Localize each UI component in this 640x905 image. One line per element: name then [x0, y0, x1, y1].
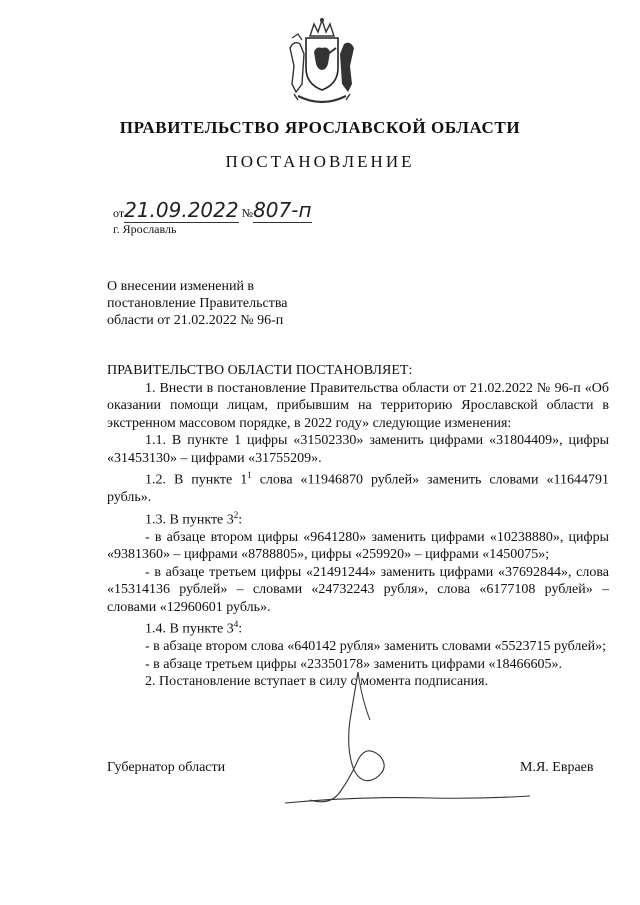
text-span: 1.4. В пункте 3	[145, 621, 234, 637]
handwritten-number: 807-п	[253, 198, 312, 222]
signatory-name: М.Я. Евраев	[520, 760, 594, 775]
date-prefix: от	[113, 206, 125, 220]
text-span: 1.3. В пункте 3	[145, 512, 234, 528]
paragraph-1-1: 1.1. В пункте 1 цифры «31502330» заменить цифрами «31804409», цифры «31453130» – цифрами «31755209».	[107, 433, 609, 466]
document-subject	[107, 278, 347, 329]
paragraph-2: 2. Постановление вступает в силу с момента подписания.	[145, 674, 489, 690]
text-span: 1.2. В пункте 1	[145, 472, 248, 488]
paragraph-1-4-item: - в абзаце втором слова «640142 рубля» заменить словами «5523715 рублей»;	[145, 639, 607, 655]
signature-icon	[280, 660, 540, 810]
subject-line: постановление Правительства	[107, 296, 288, 311]
superscript: 2	[233, 509, 239, 520]
superscript: 1	[247, 470, 252, 480]
paragraph-1-3	[107, 507, 609, 529]
government-title: ПРАВИТЕЛЬСТВО ЯРОСЛАВСКОЙ ОБЛАСТИ	[119, 118, 521, 137]
paragraph-1: 1. Внести в постановление Правительства области от 21.02.2022 № 96-п «Об оказании помощи лицам, прибывшим на территорию Ярославской области в экстренном массовом порядке, в 2022 году» следующие изменения:	[107, 380, 609, 431]
superscript: 4	[233, 619, 239, 630]
subject-line: области от 21.02.2022 № 96-п	[107, 313, 284, 328]
paragraph-1-3-item: - в абзаце третьем цифры «21491244» заменить цифрами «37692844», слова «15314136 рублей» – словами «24732243 рубля», слова «6177108 рублей» – словами «12960601 рубль».	[107, 564, 609, 615]
handwritten-date: 21.09.2022	[124, 198, 239, 222]
signatory-position: Губернатор области	[107, 760, 226, 775]
paragraph-1-2	[107, 467, 609, 507]
text-span: слова «11946870 рублей» заменить словами «11644791 рубль».	[107, 472, 609, 506]
document-type: ПОСТАНОВЛЕНИЕ	[225, 152, 415, 171]
text-span: :	[238, 621, 243, 637]
document-body	[107, 362, 609, 691]
paragraph-1-3-item: - в абзаце втором цифры «9641280» заменить цифрами «10238880», цифры «9381360» – цифрами «8788805», цифры «259920» – цифрами «1450075»;	[107, 529, 609, 563]
paragraph-1-4-item: - в абзаце третьем цифры «23350178» заменить цифрами «18466605».	[145, 656, 563, 672]
date-number-line	[113, 198, 312, 223]
paragraph-1-4	[107, 616, 609, 638]
coat-of-arms-icon	[284, 14, 360, 110]
number-prefix: №	[241, 206, 254, 220]
subject-line: О внесении изменений в	[107, 279, 255, 294]
resolution-heading: ПРАВИТЕЛЬСТВО ОБЛАСТИ ПОСТАНОВЛЯЕТ:	[107, 363, 413, 378]
city: г. Ярославль	[113, 222, 177, 236]
text-span: :	[238, 512, 243, 528]
